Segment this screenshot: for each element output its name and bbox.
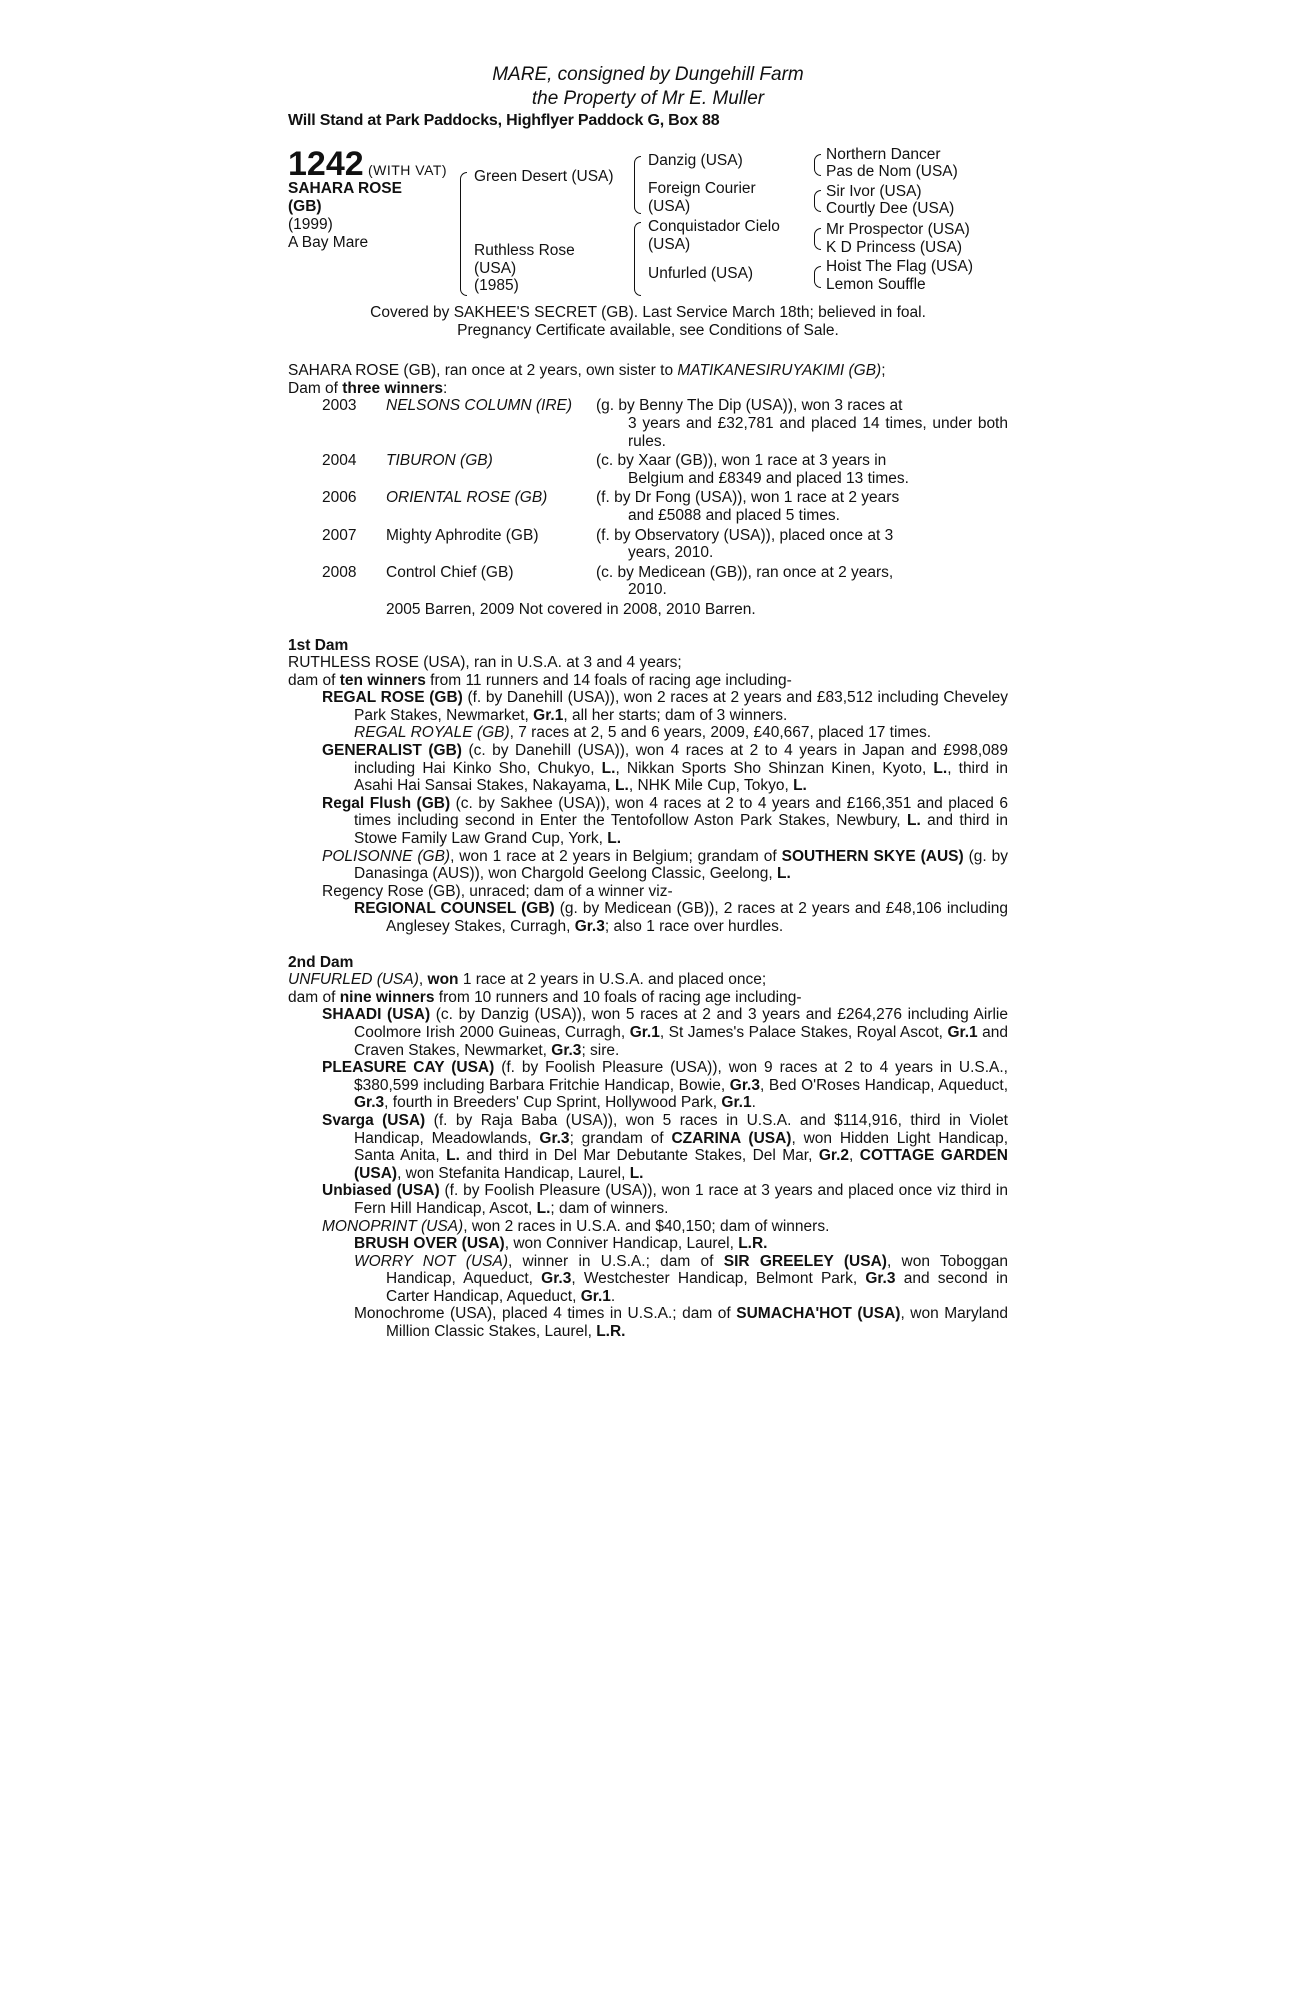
t: (f. by Raja Baba (USA)), won 5 races in U.S.A. and $114,916, third in Violet Handicap, Meadowlands, <box>354 1111 1008 1147</box>
produce-row <box>288 397 1008 450</box>
t: , Bed O'Roses Handicap, Aqueduct, <box>759 1076 1008 1094</box>
t: L. <box>446 1147 460 1165</box>
t: REGIONAL COUNSEL (GB) <box>354 900 555 918</box>
t: COTTAGE GARDEN (USA) <box>354 1147 1008 1182</box>
t: UNFURLED (USA) <box>288 971 419 989</box>
t: , won 1 race at 2 years in Belgium; grandam of <box>450 847 782 865</box>
t: PLEASURE CAY (USA) <box>322 1059 495 1077</box>
t: POLISONNE (GB) <box>322 847 451 865</box>
t: , won Stefanita Handicap, Laurel, <box>397 1164 630 1182</box>
sss: Northern Dancer <box>826 146 941 163</box>
t: WORRY NOT (USA) <box>354 1252 508 1270</box>
produce-intro-text: SAHARA ROSE (GB), ran once at 2 years, own sister to <box>288 362 678 380</box>
produce-intro-punct: ; <box>881 362 886 380</box>
t: and third in Stowe Family Law Grand Cup, York, <box>354 812 1008 848</box>
t: (c. by Danzig (USA)), won 5 races at 2 and 3 years and £264,276 including Airlie Coolmore Irish 2000 Guineas, Curragh, <box>354 1006 1008 1041</box>
t: L. <box>607 830 622 848</box>
t: and third in Del Mar Debutante Stakes, Del Mar, <box>459 1147 819 1165</box>
t: MONOPRINT (USA) <box>322 1217 464 1235</box>
produce-details-line1: (f. by Dr Fong (USA)), won 1 race at 2 years <box>596 489 900 507</box>
t: , won Hidden Light Handicap, Santa Anita, <box>354 1129 1009 1165</box>
t: , won Conniver Handicap, Laurel, <box>504 1235 739 1253</box>
t: Monochrome (USA), placed 4 times in U.S.A.; dam of <box>354 1305 737 1323</box>
dam-line1: Ruthless Rose <box>474 242 575 259</box>
regional-counsel-entry <box>354 900 1008 935</box>
produce-intro <box>288 362 1008 380</box>
produce-year: 2006 <box>322 489 357 507</box>
t: L. <box>615 777 629 795</box>
produce-name: Mighty Aphrodite (GB) <box>386 526 539 544</box>
t: GENERALIST (GB) <box>322 742 462 760</box>
sire: Green Desert (USA) <box>474 168 614 185</box>
dam-line-brace <box>634 222 641 296</box>
sire-sire: Danzig (USA) <box>648 152 743 169</box>
consignor-line: MARE, consigned by Dungehill Farm <box>492 64 804 85</box>
ddd: Lemon Souffle <box>826 276 926 293</box>
sire-dam-line1: Foreign Courier <box>648 180 756 197</box>
t: Gr.3 <box>539 1129 570 1147</box>
produce-details-line1: (c. by Medicean (GB)), ran once at 2 years, <box>596 563 894 581</box>
winners-count: three winners <box>342 379 444 397</box>
t: Gr.3 <box>541 1270 572 1288</box>
worry-not-entry <box>354 1253 1008 1306</box>
produce-details-line1: (f. by Observatory (USA)), placed once at 3 <box>596 526 894 544</box>
t: L. <box>601 759 616 777</box>
t: L. <box>933 759 948 777</box>
t: Unbiased (USA) <box>322 1182 440 1200</box>
t: SOUTHERN SKYE (AUS) <box>781 847 964 865</box>
t: (f. by Foolish Pleasure (USA)), won 9 races at 2 to 4 years in U.S.A., $380,599 including Barbara Fritchie Handicap, Bowie, <box>354 1059 1008 1094</box>
dds: Hoist The Flag (USA) <box>826 258 974 275</box>
vat-label: (WITH VAT) <box>367 162 448 178</box>
produce-year: 2004 <box>322 452 357 470</box>
t: Svarga (USA) <box>322 1111 426 1129</box>
catalogue-page <box>288 62 1008 1341</box>
t: (g. by Medicean (GB)), 2 races at 2 years and £48,106 including Anglesey Stakes, Curragh, <box>386 900 1009 935</box>
produce-details <box>596 397 1008 450</box>
t: ; also 1 race over hurdles. <box>604 918 784 935</box>
produce-year: 2007 <box>322 526 357 544</box>
first-dam-line1: RUTHLESS ROSE (USA), ran in U.S.A. at 3 and 4 years; <box>288 654 682 672</box>
location-line: Will Stand at Park Paddocks, Highflyer Paddock G, Box 88 <box>288 112 720 129</box>
horse-description: A Bay Mare <box>288 234 369 251</box>
t: L. <box>777 865 791 883</box>
produce-details-line1: (c. by Xaar (GB)), won 1 race at 3 years in <box>596 452 887 470</box>
gen3-brace-1 <box>814 154 821 176</box>
svarga-entry <box>322 1112 1008 1182</box>
second-dam-heading: 2nd Dam <box>288 953 354 971</box>
t: ten winners <box>339 671 426 689</box>
t: Gr.1 <box>947 1023 978 1041</box>
t: , won 2 races in U.S.A. and $40,150; dam of winners. <box>463 1217 830 1235</box>
produce-name: ORIENTAL ROSE (GB) <box>386 489 548 507</box>
dam-sire-line2: (USA) <box>648 236 691 253</box>
t: dam of <box>288 671 340 689</box>
t: , 7 races at 2, 5 and 6 years, 2009, £40,667, placed 17 times. <box>509 724 931 742</box>
pregnancy-line: Pregnancy Certificate available, see Conditions of Sale. <box>457 321 839 339</box>
t: , winner in U.S.A.; dam of <box>507 1252 724 1270</box>
covered-line: Covered by SAKHEE'S SECRET (GB). Last Service March 18th; believed in foal. <box>370 304 926 321</box>
t: L.R. <box>738 1235 768 1253</box>
first-dam-heading: 1st Dam <box>288 636 349 654</box>
produce-details-line2: 3 years and £32,781 and placed 14 times, under both rules. <box>628 414 1008 450</box>
unbiased-entry <box>322 1182 1008 1217</box>
t: Gr.3 <box>354 1094 385 1112</box>
dam-dam: Unfurled (USA) <box>648 265 754 282</box>
dam-line3: (1985) <box>474 277 519 294</box>
sister-name: MATIKANESIRUYAKIMI (GB) <box>677 362 882 380</box>
t: , Westchester Handicap, Belmont Park, <box>571 1270 866 1288</box>
sire-dam-brace <box>460 172 467 296</box>
dsd: K D Princess (USA) <box>826 239 963 256</box>
produce-row <box>288 452 1008 487</box>
produce-name: TIBURON (GB) <box>386 452 493 470</box>
t: L. <box>793 777 807 795</box>
t: Gr.1 <box>629 1023 660 1041</box>
t: (c. by Sakhee (USA)), won 4 races at 2 to 4 years and £166,351 and placed 6 times including second in Enter the Tentofollow Aston Park Stakes, Newbury, <box>354 794 1008 830</box>
t: 1 race at 2 years in U.S.A. and placed once; <box>458 971 767 989</box>
barren-line: 2005 Barren, 2009 Not covered in 2008, 2010 Barren. <box>386 600 756 618</box>
t: (g. by Danasinga (AUS)), won Chargold Geelong Classic, Geelong, <box>354 847 1008 883</box>
t: Gr.3 <box>865 1270 896 1288</box>
dss: Mr Prospector (USA) <box>826 221 970 238</box>
sds: Sir Ivor (USA) <box>826 183 922 200</box>
pedigree-table <box>288 146 1008 298</box>
lot-number: 1242 <box>288 145 364 183</box>
dam-of-text: Dam of <box>288 379 343 397</box>
regency-rose-entry: Regency Rose (GB), unraced; dam of a winner viz- <box>322 882 673 900</box>
t: nine winners <box>339 988 435 1006</box>
t: , fourth in Breeders' Cup Sprint, Hollywood Park, <box>384 1094 722 1112</box>
t: L. <box>906 812 921 830</box>
regal-flush-entry <box>322 795 1008 848</box>
t: BRUSH OVER (USA) <box>354 1235 505 1253</box>
produce-details-line2: years, 2010. <box>628 544 714 562</box>
t: won <box>427 971 459 989</box>
second-dam-line1 <box>288 971 1008 989</box>
produce-name: Control Chief (GB) <box>386 563 514 581</box>
t: . <box>751 1094 756 1112</box>
t: SUMACHA'HOT (USA) <box>736 1305 901 1323</box>
monochrome-entry <box>354 1305 1008 1340</box>
produce-details <box>596 527 1008 562</box>
t: dam of <box>288 988 340 1006</box>
t: L. <box>629 1164 644 1182</box>
t: , won Toboggan Handicap, Aqueduct, <box>386 1252 1009 1288</box>
sire-line-brace <box>634 156 641 214</box>
t: and Craven Stakes, Newmarket, <box>354 1023 1008 1059</box>
gen3-brace-4 <box>814 266 821 288</box>
horse-name: SAHARA ROSE <box>288 180 402 197</box>
t: L. <box>536 1199 551 1217</box>
t: from 10 runners and 10 foals of racing age including- <box>434 988 802 1006</box>
t: , St James's Palace Stakes, Royal Ascot, <box>659 1023 948 1041</box>
horse-country: (GB) <box>288 198 322 215</box>
dam-line2: (USA) <box>474 260 517 277</box>
t: (c. by Danehill (USA)), won 4 races at 2 to 4 years in Japan and £998,089 including Hai Kinko Sho, Chukyo, <box>354 742 1008 777</box>
t: L.R. <box>596 1323 626 1341</box>
generalist-entry <box>322 742 1008 795</box>
t: REGAL ROYALE (GB) <box>354 724 510 742</box>
ssd: Pas de Nom (USA) <box>826 163 958 180</box>
t: Gr.1 <box>533 706 564 724</box>
dam-sire-line1: Conquistador Cielo <box>648 218 780 235</box>
sire-dam-line2: (USA) <box>648 198 691 215</box>
produce-details-line2: 2010. <box>628 581 667 599</box>
lot-number-block <box>288 146 447 182</box>
t: SHAADI (USA) <box>322 1006 431 1024</box>
t: ; sire. <box>581 1041 620 1059</box>
produce-details-line1: (g. by Benny The Dip (USA)), won 3 races at <box>596 397 903 415</box>
first-dam-line2 <box>288 672 1008 690</box>
sdd: Courtly Dee (USA) <box>826 200 955 217</box>
pleasure-cay-entry <box>322 1059 1008 1112</box>
produce-list <box>288 397 1008 599</box>
second-dam-produce <box>322 1006 1008 1340</box>
t: Gr.3 <box>551 1041 582 1059</box>
brush-over-entry <box>354 1235 1008 1253</box>
gen3-brace-2 <box>814 190 821 212</box>
t: Gr.2 <box>818 1147 850 1165</box>
produce-row <box>288 564 1008 599</box>
t: , NHK Mile Cup, Tokyo, <box>628 777 794 795</box>
t: , third in Asahi Hai Sansai Stakes, Nakayama, <box>354 759 1008 795</box>
foaling-year: (1999) <box>288 216 333 233</box>
t: SIR GREELEY (USA) <box>723 1252 887 1270</box>
t: Gr.1 <box>721 1094 752 1112</box>
t: , all her starts; dam of 3 winners. <box>563 706 788 724</box>
t: REGAL ROSE (GB) <box>322 689 463 707</box>
t: Regal Flush (GB) <box>322 794 451 812</box>
dam-of-punct: : <box>443 379 448 397</box>
produce-row <box>288 527 1008 562</box>
t: (f. by Danehill (USA)), won 2 races at 2 years and £83,512 including Cheveley Park Stakes, Newmarket, <box>354 689 1008 724</box>
monoprint-entry <box>322 1218 1008 1236</box>
gen3-brace-3 <box>814 228 821 250</box>
produce-row <box>288 489 1008 524</box>
t: from 11 runners and 14 foals of racing age including- <box>425 671 792 689</box>
t: . <box>610 1287 616 1305</box>
produce-details <box>596 452 1008 487</box>
regal-rose-entry <box>322 689 1008 724</box>
shaadi-entry <box>322 1006 1008 1059</box>
produce-details <box>596 564 1008 599</box>
produce-year: 2008 <box>322 563 357 581</box>
dam-of-line <box>288 380 1008 398</box>
t: , Nikkan Sports Sho Shinzan Kinen, Kyoto, <box>615 759 934 777</box>
t: (f. by Foolish Pleasure (USA)), won 1 race at 3 years and placed once viz third in Fern Hill Handicap, Ascot, <box>354 1182 1009 1217</box>
regal-royale-entry <box>322 724 1008 742</box>
produce-details-line2: Belgium and £8349 and placed 13 times. <box>628 469 909 487</box>
t: Gr.1 <box>580 1287 611 1305</box>
polisonne-entry <box>322 848 1008 883</box>
t: Gr.3 <box>729 1076 760 1094</box>
t: , <box>418 971 428 989</box>
t: CZARINA (USA) <box>671 1129 792 1147</box>
produce-name: NELSONS COLUMN (IRE) <box>386 397 573 415</box>
monoprint-produce <box>354 1235 1008 1341</box>
property-line: the Property of Mr E. Muller <box>531 88 765 109</box>
t: ; grandam of <box>569 1129 672 1147</box>
t: and second in Carter Handicap, Aqueduct, <box>386 1270 1009 1305</box>
produce-details <box>596 489 1008 524</box>
t: ; dam of winners. <box>550 1199 669 1217</box>
produce-details-line2: and £5088 and placed 5 times. <box>628 506 840 524</box>
t: , won Maryland Million Classic Stakes, Laurel, <box>386 1305 1008 1341</box>
t: Gr.3 <box>574 918 605 935</box>
first-dam-produce <box>322 689 1008 935</box>
t: , <box>849 1147 860 1165</box>
produce-year: 2003 <box>322 397 357 415</box>
second-dam-line2 <box>288 989 1008 1007</box>
